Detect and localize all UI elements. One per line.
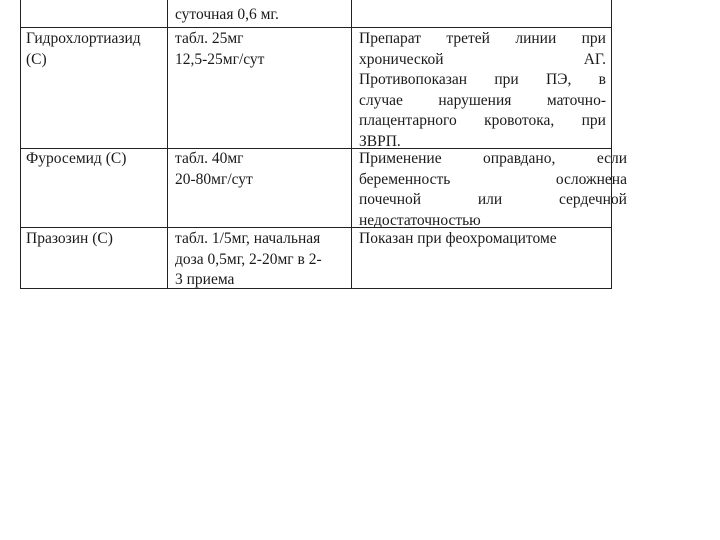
drug-name-cell (26, 149, 126, 170)
cell-line: (С) (26, 50, 47, 68)
row-divider (20, 27, 612, 28)
cell-line: Препарат третей линии при (359, 30, 606, 47)
cell-line: Показан при феохромацитоме (359, 230, 557, 247)
drug-table (20, 0, 627, 289)
cell-line: Противопоказан при ПЭ, в (359, 71, 606, 88)
cell-line: случае нарушения маточно- (359, 91, 606, 109)
table-border-right (611, 0, 612, 289)
cell-line: ЗВРП. (359, 132, 401, 150)
table-border-left (20, 0, 21, 289)
cell-line: 3 приема (175, 271, 235, 288)
note-cell (359, 149, 627, 231)
cell-line: суточная 0,6 мг. (175, 6, 279, 23)
cell-line: Фуросемид (С) (26, 150, 127, 167)
dose-cell (175, 229, 322, 291)
dose-cell (175, 149, 253, 190)
note-cell (359, 229, 557, 250)
cell-line: недостаточностью (359, 211, 481, 229)
cell-line: почечной или сердечной (359, 191, 627, 208)
cell-line: 12,5-25мг/сут (175, 50, 265, 68)
cell-line: 20-80мг/сут (175, 170, 253, 188)
drug-name-cell (26, 29, 141, 70)
drug-name-cell (26, 229, 113, 250)
cell-line: хронической АГ. (359, 50, 606, 68)
cell-line: беременность осложнена (359, 170, 627, 188)
cell-line: плацентарного кровотока, при (359, 112, 606, 129)
cell-line: доза 0,5мг, 2-20мг в 2- (175, 250, 322, 268)
dose-cell (175, 29, 264, 70)
column-divider (351, 0, 352, 289)
note-cell (359, 29, 606, 152)
column-divider (167, 0, 168, 289)
dose-cell (175, 5, 279, 26)
cell-line: Празозин (С) (26, 230, 113, 247)
cell-line: табл. 1/5мг, начальная (175, 230, 321, 247)
cell-line: табл. 40мг (175, 150, 244, 167)
cell-line: табл. 25мг (175, 30, 244, 47)
cell-line: Применение оправдано, если (359, 150, 627, 167)
cell-line: Гидрохлортиазид (26, 30, 141, 47)
